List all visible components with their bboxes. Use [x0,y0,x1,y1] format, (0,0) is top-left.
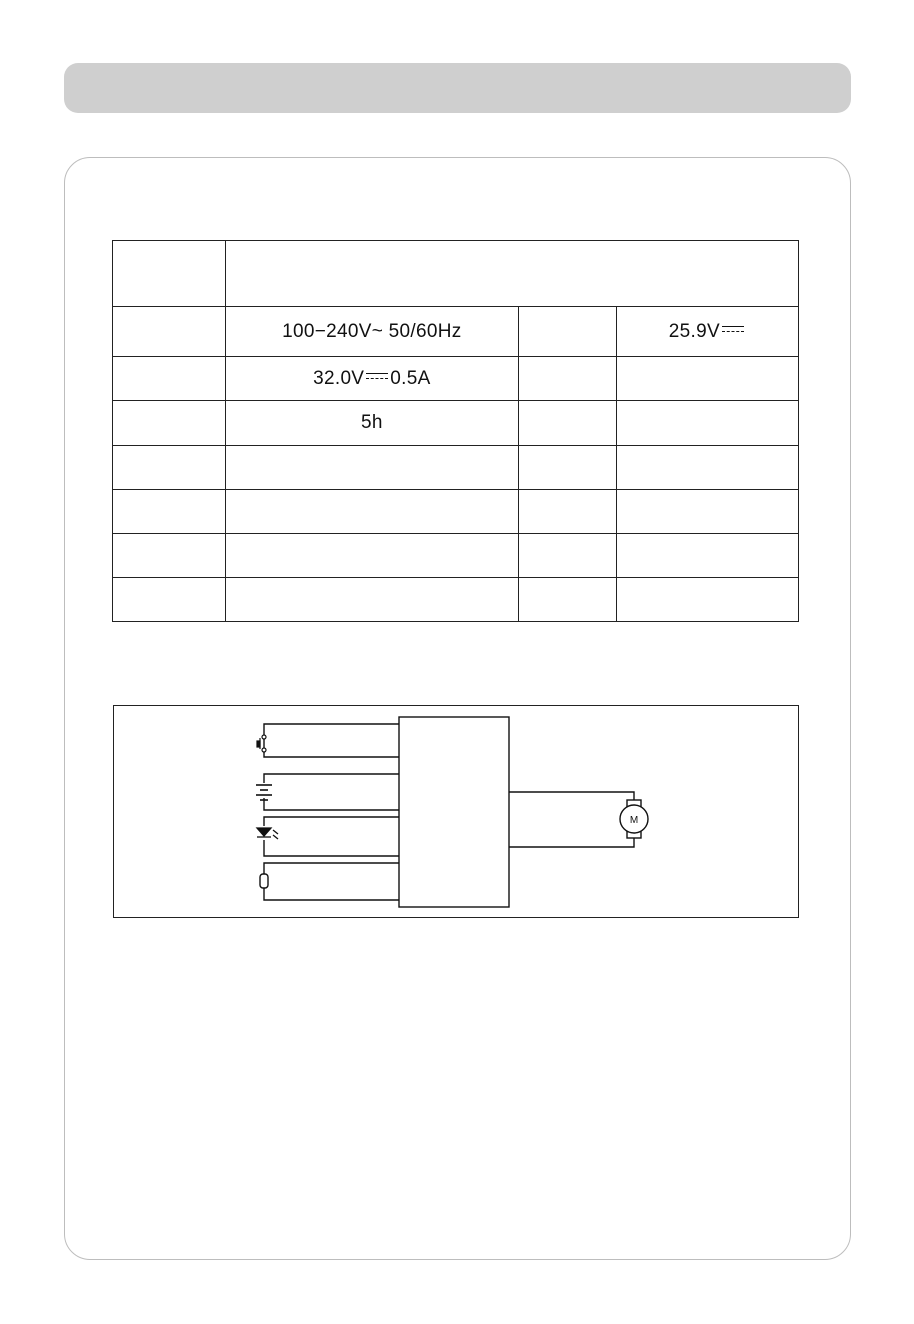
table-cell [113,577,226,621]
input-voltage-value: 100−240V~ 50/60Hz [226,307,518,357]
table-cell [226,445,518,489]
dc-symbol-icon [366,373,388,381]
table-cell [113,357,226,401]
resistor-icon [260,874,268,888]
table-cell [518,401,616,445]
table-row [113,489,799,533]
table-cell [616,533,798,577]
motor-wire [509,792,634,847]
table-cell [113,241,226,307]
table-cell [113,401,226,445]
table-cell [518,357,616,401]
battery-voltage-value: 25.9V [668,320,720,342]
output-cell [226,357,518,401]
table-row [113,241,799,307]
led-icon [257,828,278,839]
table-cell [518,307,616,357]
table-cell [113,307,226,357]
table-row [113,533,799,577]
table-row [113,357,799,401]
led-wire [264,817,399,856]
table-cell [616,445,798,489]
battery-wire [264,774,399,810]
resistor-wire [264,863,399,900]
table-cell [113,489,226,533]
output-voltage-value: 32.0V [313,367,365,389]
output-current-value: 0.5A [390,367,431,389]
table-row [113,307,799,357]
table-cell [518,533,616,577]
charge-time-value: 5h [226,401,518,445]
table-cell [616,401,798,445]
switch-wire [264,724,399,757]
table-cell [226,533,518,577]
table-cell [113,445,226,489]
table-cell [226,241,799,307]
table-cell [616,357,798,401]
motor-label: M [629,815,639,826]
battery-icon [256,785,272,800]
battery-voltage-cell [616,307,798,357]
table-cell [616,489,798,533]
table-row [113,445,799,489]
table-cell [518,489,616,533]
table-row [113,577,799,621]
dc-symbol-icon [722,326,744,334]
table-cell [518,577,616,621]
table-cell [226,489,518,533]
controller-block [399,717,509,907]
table-cell [518,445,616,489]
header-bar [64,63,851,113]
table-row [113,401,799,445]
table-cell [226,577,518,621]
motor-icon [620,800,648,838]
specification-table [112,240,799,622]
table-cell [113,533,226,577]
circuit-diagram [113,705,799,918]
table-cell [616,577,798,621]
circuit-diagram-svg [114,706,798,917]
